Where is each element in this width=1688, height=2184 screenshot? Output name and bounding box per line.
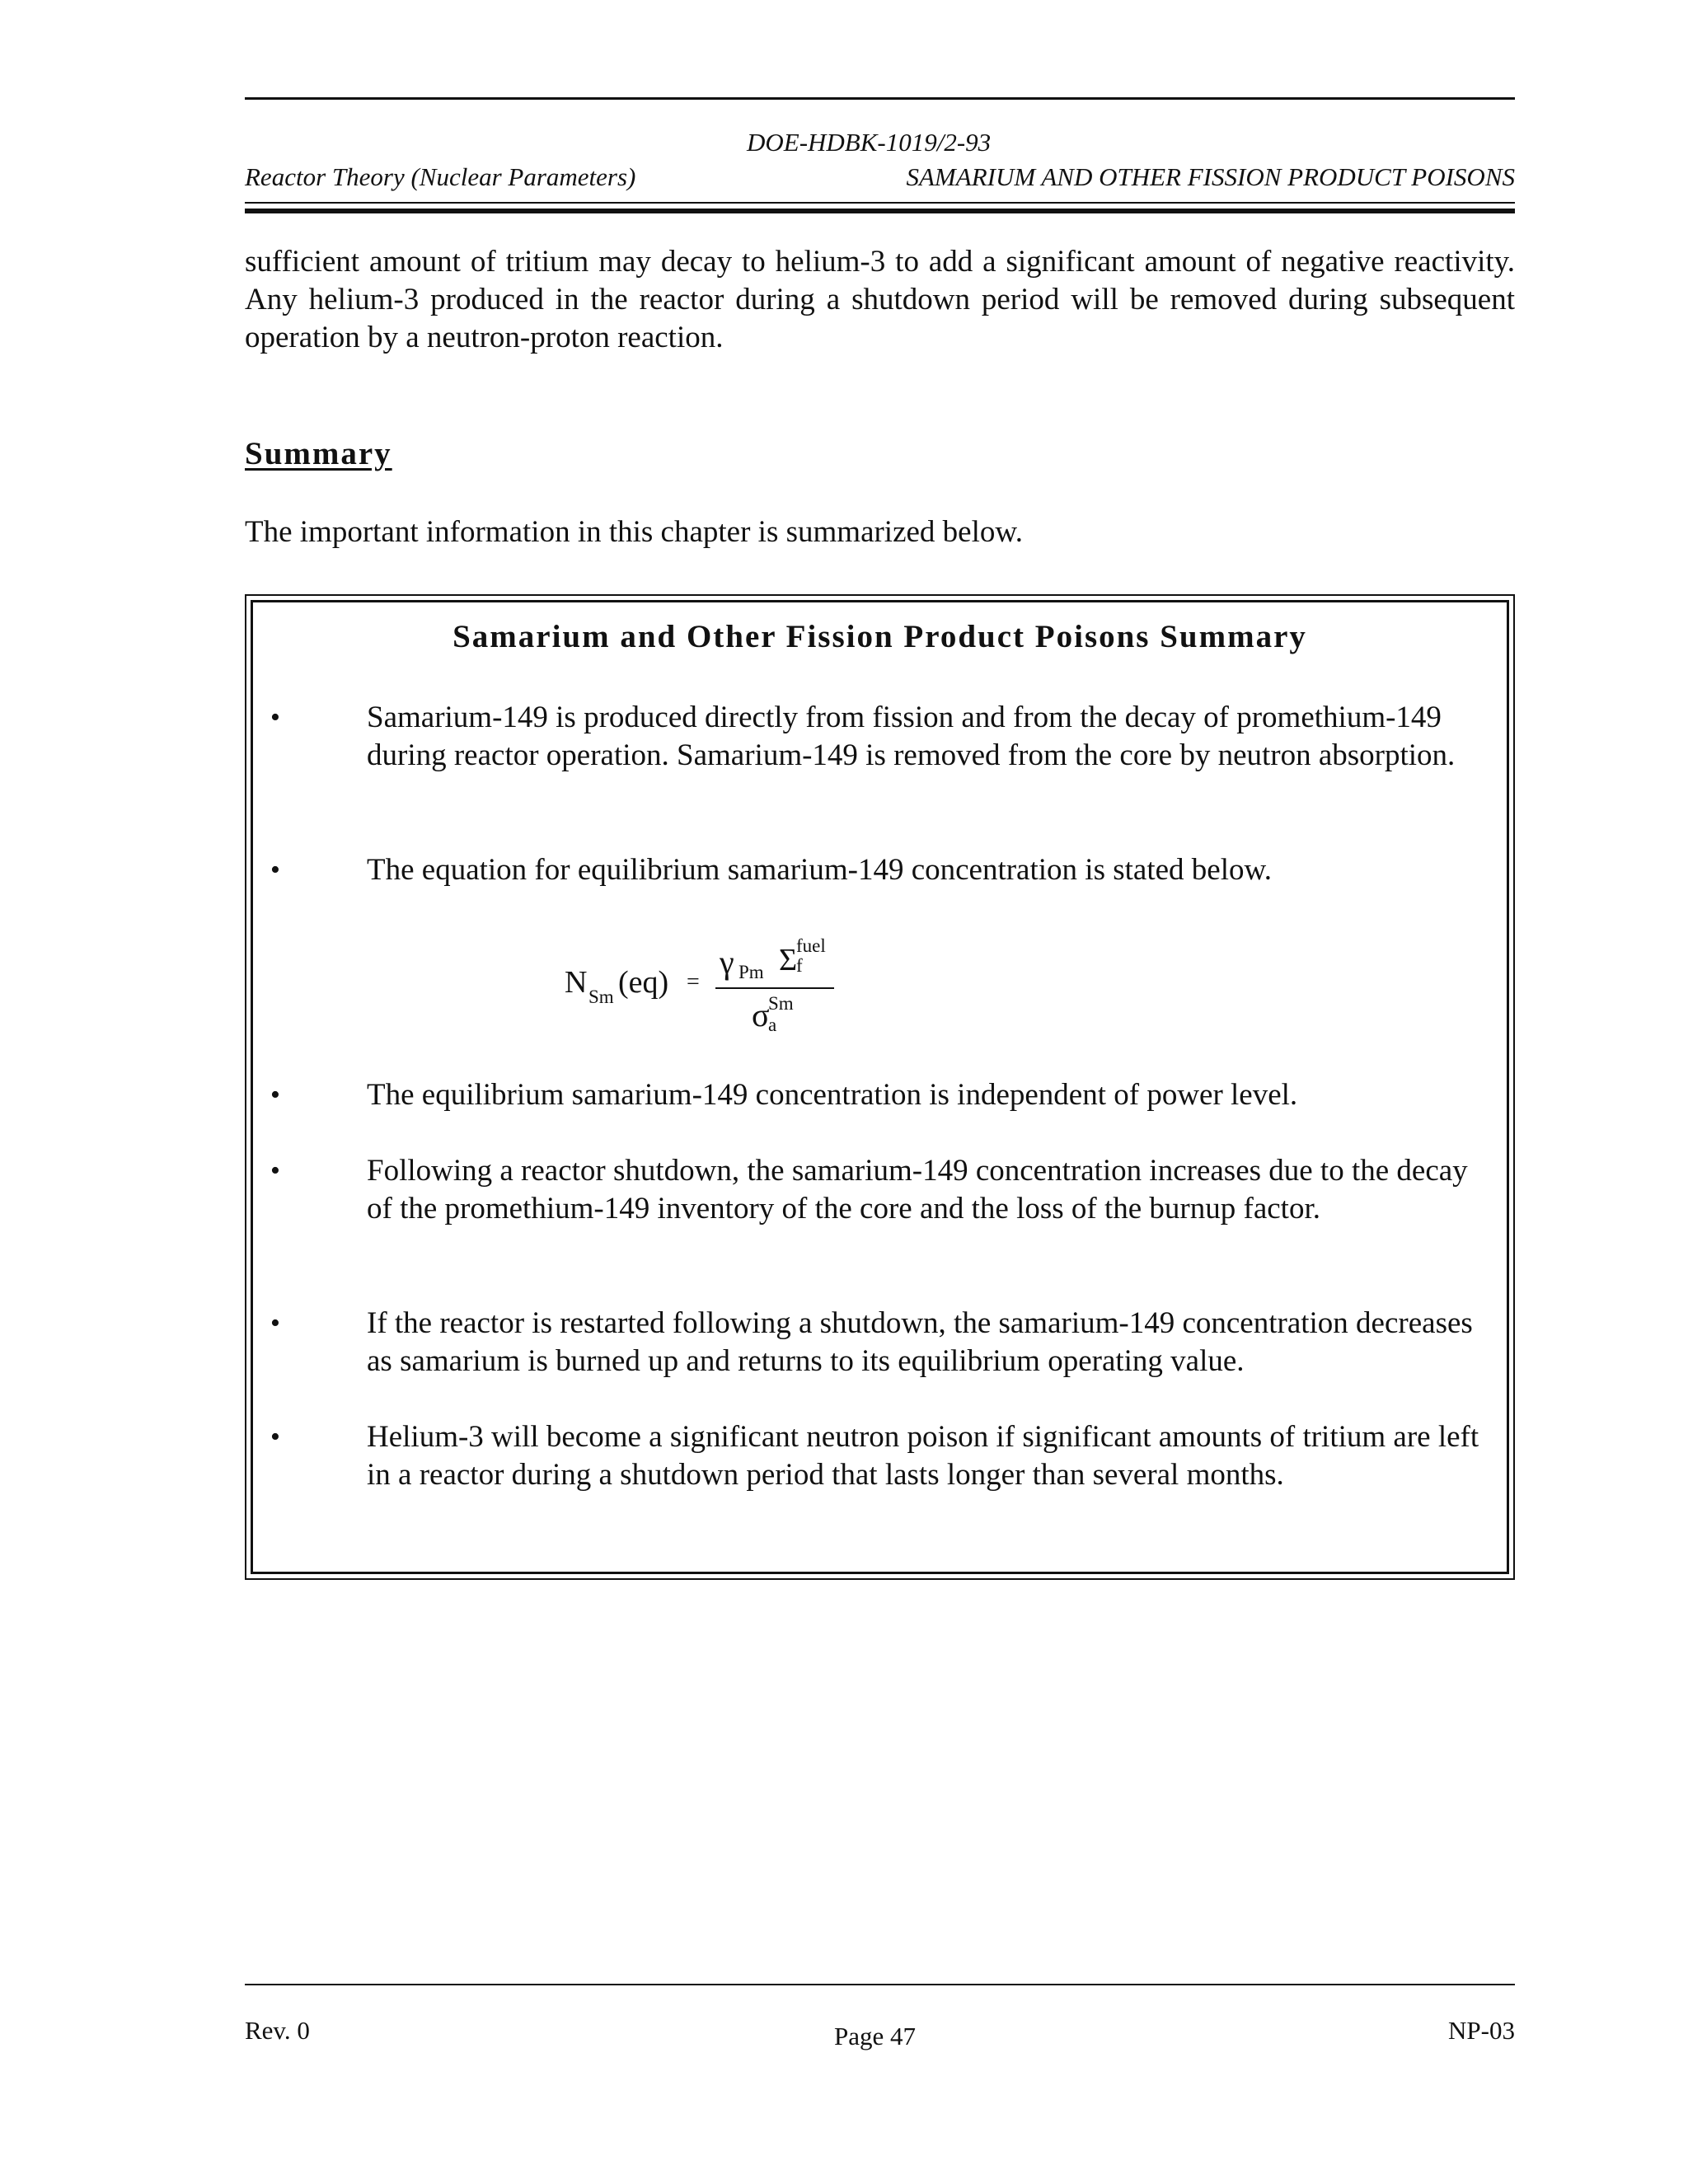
eq-lhs-symbol: N [565,965,588,1000]
bullet-marker-5: • [270,1308,280,1338]
eq-sigma-capital-superscript: fuel [796,935,826,956]
bullet-text-6: Helium-3 will become a significant neutron poison if significant amounts of tritium are left in a reactor during a shutdown period that lasts longer than several months. [367,1420,1479,1492]
eq-lhs-subscript: Sm [588,987,614,1007]
summary-lead: The important information in this chapter is summarized below. [245,515,1023,549]
bullet-marker-4: • [270,1155,280,1186]
header-doc-id: DOE-HDBK-1019/2-93 [747,128,992,157]
bullet-text-3: The equilibrium samarium-149 concentration is independent of power level. [367,1078,1298,1112]
eq-fraction-bar [715,987,834,989]
eq-lhs-argument: (eq) [618,965,669,1000]
header-left-title: Reactor Theory (Nuclear Parameters) [245,162,636,191]
footer-rule [245,1984,1515,1985]
eq-gamma-subscript: Pm [738,962,764,982]
footer-doc-code: NP-03 [1448,2016,1515,2045]
bullet-text-1: Samarium-149 is produced directly from fission and from the decay of promethium-149 during reactor operation. Samarium-149 is removed from the core by neutron absorption. [367,701,1456,772]
eq-sigma-small-subscript: a [768,1015,777,1035]
bullet-text-4: Following a reactor shutdown, the samarium-149 concentration increases due to the decay of the promethium-149 inventory of the core and the loss of the burnup factor. [367,1154,1468,1226]
footer-page-number: Page 47 [834,2022,917,2050]
summary-heading: Summary [245,436,392,471]
eq-sigma-capital-subscript: f [796,955,803,976]
bullet-marker-2: • [270,855,280,885]
bullet-marker-6: • [270,1422,280,1452]
header-top-rule [245,97,1515,100]
summary-box-title: Samarium and Other Fission Product Poisons Summary [452,619,1307,654]
intro-paragraph: sufficient amount of tritium may decay to helium-3 to add a significant amount of negative reactivity. Any helium-3 produced in the reactor during a shutdown period will be removed during subsequent operation by a neutron-proton reaction. [245,245,1515,354]
eq-sigma-small-symbol: σ [752,996,770,1033]
header-right-title: SAMARIUM AND OTHER FISSION PRODUCT POISONS [906,162,1515,191]
bullet-marker-3: • [270,1080,280,1110]
header-rule-thick [245,209,1515,213]
eq-sigma-capital-symbol: Σ [779,943,798,977]
eq-equals-sign: = [687,969,700,995]
eq-gamma-symbol: γ [720,944,734,981]
eq-sigma-small-superscript: Sm [768,993,794,1014]
footer-revision: Rev. 0 [245,2016,310,2045]
bullet-text-5: If the reactor is restarted following a shutdown, the samarium-149 concentration decreases as samarium is burned up and returns to its equilibrium operating value. [367,1306,1473,1378]
header-rule-thin [245,202,1515,204]
bullet-text-2: The equation for equilibrium samarium-149 concentration is stated below. [367,853,1273,887]
bullet-marker-1: • [270,702,280,733]
